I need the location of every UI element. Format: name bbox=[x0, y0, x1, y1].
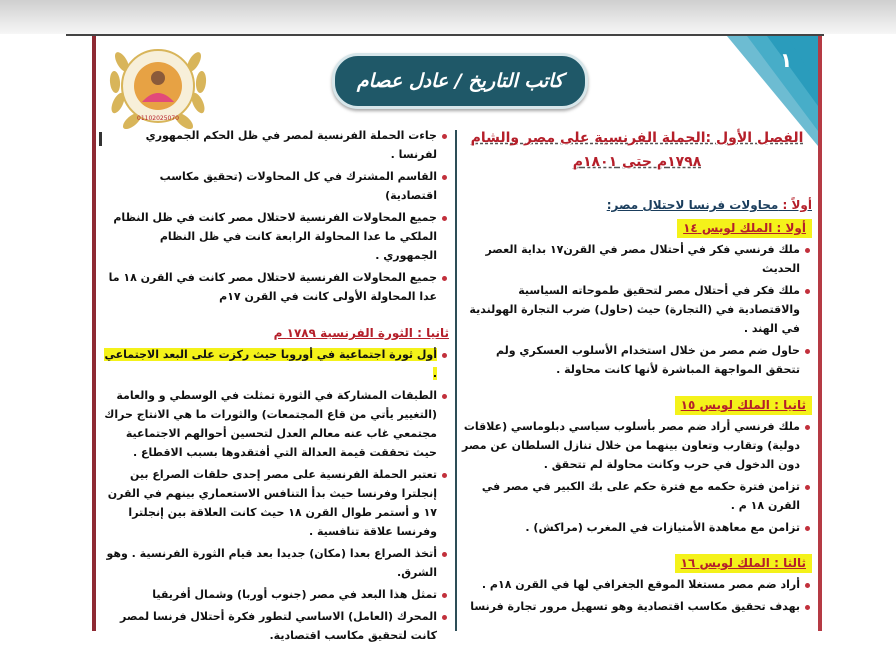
list-item: تمثل هذا البعد في مصر (جنوب أوربا) وشمال أفريقيا bbox=[104, 585, 449, 604]
list-item: جميع المحاولات الفرنسية لاحتلال مصر كانت في القرن ١٨ ما عدا المحاولة الأولى كانت في القرن ١٧م bbox=[104, 268, 449, 306]
list-item: حاول ضم مصر من خلال استخدام الأسلوب العسكري ولم تتحقق المواجهة المباشرة لأنها كانت محاولة . bbox=[462, 341, 812, 379]
list-item: أراد ضم مصر مستغلا الموقع الجغرافي لها في القرن ١٨م . bbox=[462, 575, 812, 594]
louis-16-list bbox=[462, 575, 812, 616]
list-item: جميع المحاولات الفرنسية لاحتلال مصر كانت في ظل النظام الملكي ما عدا المحاولة الرابعة كانت في ظل النظام الجمهوري . bbox=[104, 208, 449, 265]
revolution-list bbox=[104, 345, 449, 645]
list-item: بهدف تحقيق مكاسب اقتصادية وهو تسهيل مرور تجارة فرنسا bbox=[462, 597, 812, 616]
louis-15-list bbox=[462, 417, 812, 537]
laurel-wreath-portrait-icon bbox=[104, 32, 212, 140]
page-border-left bbox=[92, 36, 96, 631]
list-item: المحرك (العامل) الاساسي لتطور فكرة أحتلال فرنسا لمصر كانت لتحقيق مكاسب اقتصادية. bbox=[104, 607, 449, 645]
list-item: تعتبر الحملة الفرنسية على مصر إحدى حلقات الصراع بين إنجلترا وفرنسا حيث بدأ التنافس الاستعماري بينهم في القرن ١٧ و أستمر طوال القرن ١٨ حيث كانت العلاقة بين إنجلترا وفرنسا علاقة تنافسية . bbox=[104, 465, 449, 541]
list-item: القاسم المشترك في كل المحاولات (تحقيق مكاسب اقتصادية) bbox=[104, 167, 449, 205]
list-item: جاءت الحملة الفرنسية لمصر في ظل الحكم الجمهوري لفرنسا . bbox=[104, 126, 449, 164]
column-divider bbox=[455, 130, 457, 631]
louis-14-list bbox=[462, 240, 812, 379]
revolution-heading: ثانيا : الثورة الفرنسية ١٧٨٩ م bbox=[273, 326, 449, 340]
king-heading-louis-15: ثانيا : الملك لويس ١٥ bbox=[675, 396, 812, 415]
text-cursor bbox=[99, 132, 102, 146]
chapter-title: الفصل الأول :الحملة الفرنسية على مصر والشام bbox=[470, 130, 804, 146]
list-item: الطبقات المشاركة في الثورة تمثلت في الوسطي و والعامة (التغيير يأتي من قاع المجتمعات) والثورات ما هي الانتاج حراك مجتمعي غاب عنه معالم العدل لتحسين أحوالهم الاجتماعية حيث تحققت قيمة العدالة التي أفتقدوها بسبب الاقطاع . bbox=[104, 386, 449, 462]
intro-list bbox=[104, 126, 449, 306]
section-prefix: أولاً : bbox=[782, 198, 812, 212]
list-item: أول ثورة اجتماعية في أوروبا حيث ركزت على البعد الاجتماعي . bbox=[104, 345, 449, 383]
window-top-bar bbox=[0, 0, 896, 34]
list-item: ملك فكر في أحتلال مصر لتحقيق طموحاته السياسية والاقتصادية في (التجارة) حيث (حاول) ضرب التجارة الهولندية في الهند . bbox=[462, 281, 812, 338]
left-column bbox=[104, 126, 449, 648]
king-heading-louis-14: أولا : الملك لويس ١٤ bbox=[677, 219, 812, 238]
author-title: كاتب التاريخ / عادل عصام bbox=[356, 70, 564, 92]
right-column bbox=[462, 126, 812, 619]
page-border-right bbox=[818, 36, 822, 631]
list-item: أتخذ الصراع بعدا (مكان) جديدا بعد قيام الثورة الفرنسية . وهو الشرق. bbox=[104, 544, 449, 582]
svg-text:01102025070: 01102025070 bbox=[137, 115, 179, 122]
section-title: محاولات فرنسا لاحتلال مصر: bbox=[606, 198, 779, 212]
author-title-badge bbox=[332, 53, 588, 109]
list-item: تزامن فترة حكمه مع فترة حكم على بك الكبير في مصر في القرن ١٨ م . bbox=[462, 477, 812, 515]
page-number: ١ bbox=[780, 48, 793, 72]
chapter-dates: ١٧٩٨م حتى ١٨٠١م bbox=[572, 154, 702, 170]
list-item: ملك فرنسي أراد ضم مصر بأسلوب سياسي دبلوماسي (علاقات دولية) وتقارب وتعاون بينهما من خلال تنازل السلطان عن مصر دون الدخول في حرب وكانت محاولة لم تتحقق . bbox=[462, 417, 812, 474]
king-heading-louis-16: ثالثا : الملك لويس ١٦ bbox=[675, 554, 812, 573]
list-item: ملك فرنسي فكر في أحتلال مصر في القرن١٧ بداية العصر الحديث bbox=[462, 240, 812, 278]
section-heading-attempts bbox=[462, 196, 812, 215]
list-item: تزامن مع معاهدة الأمتيازات في المغرب (مراكش) . bbox=[462, 518, 812, 537]
